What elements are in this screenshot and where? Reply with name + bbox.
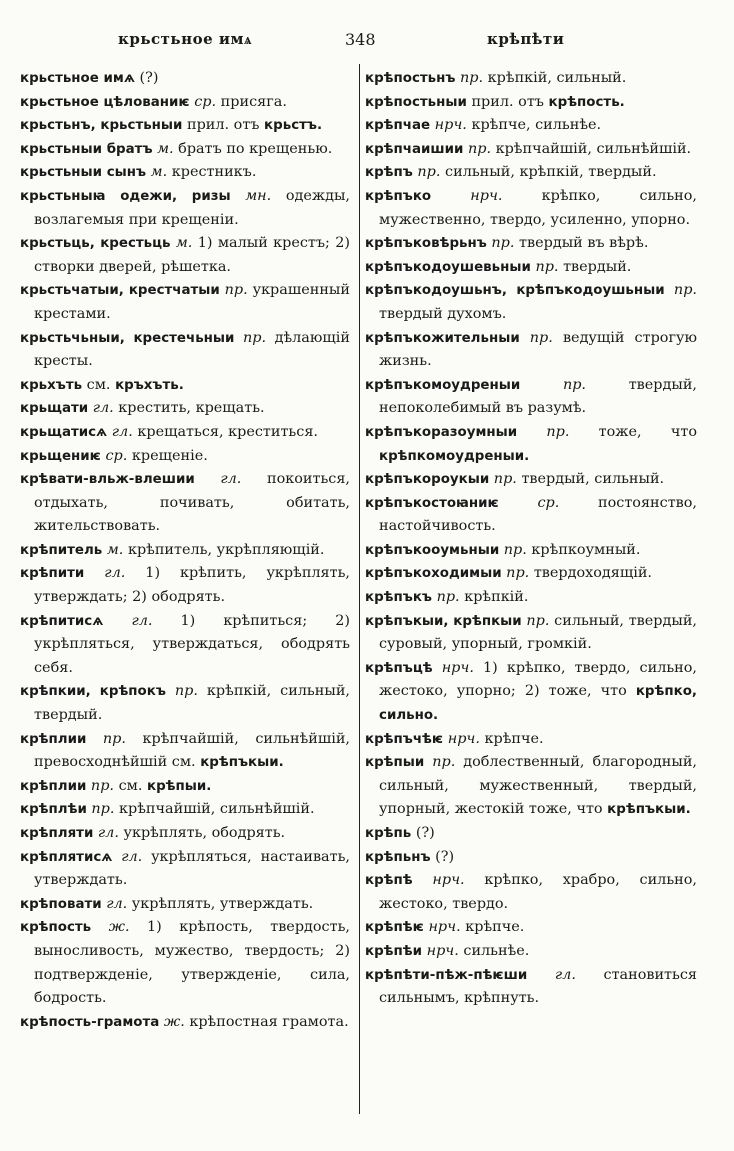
entry-headword: крѣплятисѧ [20,849,113,865]
dictionary-entry [365,964,697,1011]
entry-definition: (?) [430,848,455,865]
entry-definition: крѣпкій, сильный. [483,70,627,86]
dictionary-entry [365,256,697,280]
entry-definition: братъ по крещенью. [173,140,333,157]
dictionary-entry [365,728,697,752]
entry-headword: крьстьное имѧ [20,71,135,86]
entry-definition: твердоходящій. [529,565,653,582]
dictionary-entry [20,397,350,421]
entry-grammar-label: пр. [86,777,114,794]
left-column [20,67,350,1034]
entry-definition: прил. отъ [466,93,549,110]
entry-grammar-label: мн. [230,187,272,204]
entry-grammar-label: ср. [189,93,217,110]
dictionary-entry [20,232,350,279]
entry-headword: крѣпъкыи, крѣпкыи [365,613,522,629]
entry-grammar-label: ж. [159,1013,185,1030]
entry-grammar-label: пр. [501,565,530,582]
entry-headword: крьстьныи братъ [20,141,153,157]
entry-grammar-label: м. [146,164,168,181]
entry-grammar-label: пр. [519,329,553,346]
entry-definition: сильный, твердый, суровый, упорный, громкій. [379,612,697,653]
dictionary-entry [365,940,697,964]
entry-cross-reference: крѣпъкыи. [200,755,284,771]
entry-grammar-label: нрч. [423,919,461,936]
dictionary-entry [365,67,697,91]
entry-definition: 1) малый крестъ; 2) створки дверей, рѣшетка. [34,235,350,275]
dictionary-entry [20,680,350,727]
entry-grammar-label: ж. [91,919,130,936]
dictionary-entry [365,657,697,728]
entry-headword: крѣпъкодоушьнъ, крѣпъкодоушьныи [365,283,665,299]
entry-grammar-label: гл. [101,895,128,912]
dictionary-entry [20,421,350,445]
entry-headword: крѣплии [20,778,87,794]
entry-grammar-label: пр. [86,801,115,818]
entry-definition: сильнѣе. [458,942,530,959]
entry-headword: крѣпь [365,826,412,841]
dictionary-entry [365,114,697,138]
entry-definition: украшенный крестами. [34,282,350,322]
dictionary-entry [20,279,350,326]
dictionary-entry [365,822,697,846]
entry-headword: крьщати [20,401,89,417]
entry-definition: укрѣпляться, настаивать, утверждать. [34,848,350,889]
right-column [365,67,697,1011]
dictionary-entry [365,421,697,468]
entry-definition: тоже, что [569,423,697,440]
entry-headword: крьстьныи сынъ [20,165,147,181]
dictionary-entry [365,751,697,822]
entry-grammar-label: пр. [463,140,492,157]
entry-definition: прил. отъ [182,117,265,134]
dictionary-entry [20,114,350,138]
entry-grammar-label: гл. [84,565,126,582]
entry-definition: крещаться, креститься. [132,423,318,440]
entry-headword: крѣпъкороукыи [365,472,490,488]
entry-grammar-label: пр. [165,683,198,700]
entry-grammar-label: пр. [517,423,570,440]
entry-definition: постоянство, настойчивость. [379,494,697,535]
dictionary-entry [365,492,697,539]
entry-definition: крестить, крещать. [113,400,265,417]
dictionary-entry [365,327,697,374]
entry-grammar-label: гл. [88,400,114,417]
entry-headword: крѣпъкооумьныи [365,542,500,558]
dictionary-entry [365,185,697,232]
entry-headword: крьстьныꙗ одежи, ризы [20,188,231,204]
entry-definition: крѣпче, сильнѣе. [466,117,602,134]
entry-headword: крьстьное цѣлованиѥ [20,94,190,110]
dictionary-entry [365,374,697,421]
entry-definition: покоиться, отдыхать, почивать, обитать, жительствовать. [34,471,350,535]
entry-definition: дѣлающій кресты. [34,329,350,370]
entry-headword: крѣпѣи [365,943,423,959]
entry-headword: крѣпость [20,920,92,936]
entry-definition: укрѣплять, ободрять. [118,825,286,841]
entry-headword: крѣпъкодоушевьныи [365,259,531,275]
entry-headword: крѣпостьныи [365,94,467,110]
entry-definition: ведущій строгую жизнь. [379,329,697,370]
entry-grammar-label: пр. [86,730,126,747]
entry-definition: см. [114,777,147,794]
entry-definition: твердый, непоколебимый въ разумѣ. [379,376,697,417]
dictionary-entry [365,846,697,870]
entry-grammar-label: ср. [498,494,560,511]
dictionary-entry [20,374,350,398]
entry-headword: крѣпъ [365,165,413,181]
entry-grammar-label: гл. [93,825,119,841]
page-number: 348 [345,30,376,49]
entry-grammar-label: пр. [424,754,456,771]
dictionary-entry [20,91,350,115]
entry-definition: присяга. [216,93,287,110]
entry-grammar-label: пр. [489,471,517,488]
dictionary-entry [20,161,350,185]
entry-definition: 1) крѣпость, твердость, выносливость, мужество, твердость; 2) подтвержденіе, утвержденіе, сила, бодрость. [34,919,350,1007]
entry-definition: твердый, сильный. [516,471,665,488]
dictionary-entry [365,232,697,256]
column-divider [359,64,360,1114]
dictionary-entry [365,869,697,916]
entry-definition: крѣпкоумный. [526,541,641,558]
entry-definition: крѣпкій, сильный, твердый. [34,683,350,724]
entry-headword: крѣпляти [20,826,94,841]
entry-headword: крѣпъковѣрьнъ [365,236,487,252]
dictionary-entry [20,728,350,775]
entry-definition: 1) крѣпить, укрѣплять, утверждать; 2) ободрять. [34,565,350,606]
entry-grammar-label: нрч. [443,730,480,747]
entry-definition: крѣпчайшій, сильнѣйшій, превосходнѣйшій см. [34,730,350,771]
dictionary-entry [20,327,350,374]
entry-definition: твердый духомъ. [379,305,507,322]
entry-headword: крьщатисѧ [20,424,108,440]
entry-definition: твердый. [558,258,632,275]
dictionary-entry [20,775,350,799]
entry-grammar-label: гл. [194,471,242,488]
entry-definition: становиться сильнымъ, крѣпнуть. [379,966,697,1007]
entry-headword: крѣповати [20,896,102,912]
dictionary-entry [20,893,350,917]
entry-definition: крѣпитель, укрѣпляющій. [123,541,325,558]
entry-headword: крѣпъкоразоумныи [365,424,518,440]
entry-grammar-label: пр. [521,612,550,629]
entry-grammar-label: пр. [486,235,515,252]
entry-headword: крьстьчатыи, крестчатыи [20,283,220,299]
entry-headword: крѣпъкостоꙗниѥ [365,495,499,511]
entry-grammar-label: нрч. [432,659,474,676]
entry-definition: крещеніе. [127,447,208,464]
entry-headword: крѣпъкожительныи [365,330,520,346]
entry-grammar-label: нрч. [431,187,503,204]
entry-definition: (?) [411,825,435,841]
entry-definition: крѣпчайшій, сильнѣйшій. [491,140,692,157]
entry-cross-reference: крѣпость. [548,94,625,110]
dictionary-entry [20,610,350,681]
entry-headword: крьхъть [20,377,83,393]
entry-definition: твердый въ вѣрѣ. [514,235,649,252]
entry-definition: крѣпостная грамота. [184,1013,349,1030]
entry-definition: 1) крѣпко, твердо, сильно, жестоко, упорно; 2) тоже, что [379,659,698,700]
page-header [0,30,734,54]
entry-definition: доблественный, благородный, сильный, мужественный, твердый, упорный, жестокій тоже, что [379,754,697,818]
entry-cross-reference: крьстъ. [264,118,323,134]
entry-headword: крѣпѣти-пѣж-пѣѥши [365,967,528,983]
entry-grammar-label: пр. [664,282,697,299]
entry-headword: крѣпчаишии [365,141,464,157]
entry-headword: крѣвати-вльж-влешии [20,472,195,488]
entry-headword: крѣплѣи [20,802,87,818]
dictionary-entry [365,161,697,185]
entry-cross-reference: крѣпъкыи. [607,802,691,818]
entry-grammar-label: гл. [527,966,576,983]
dictionary-entry [20,445,350,469]
entry-headword: крѣпостьнъ [365,71,456,86]
entry-headword: крѣпкии, крѣпокъ [20,684,166,700]
dictionary-entry [20,468,350,539]
entry-cross-reference: кръхъть. [115,377,184,393]
entry-grammar-label: пр. [530,258,559,275]
entry-grammar-label: пр. [520,376,586,393]
dictionary-entry [20,846,350,893]
dictionary-entry [20,1011,350,1035]
dictionary-entry [365,91,697,115]
entry-definition: крѣпче. [460,919,525,936]
dictionary-entry [20,822,350,846]
entry-headword: крѣплии [20,731,87,747]
running-head-left: крьстьное имѧ [118,30,253,48]
dictionary-entry [365,138,697,162]
entry-headword: крьстьчьныи, крестечьныи [20,330,235,346]
entry-headword: крѣпъцѣ [365,660,433,676]
entry-headword: крѣпѣ [365,873,413,889]
dictionary-entry [365,539,697,563]
entry-headword: крѣпъко [365,188,432,204]
entry-definition: крѣпко, храбро, сильно, жестоко, твердо. [379,872,697,912]
entry-definition: укрѣплять, утверждать. [127,895,314,912]
dictionary-entry [20,67,350,91]
entry-headword: крѣпъкомоудреныи [365,377,521,393]
dictionary-entry [20,185,350,232]
dictionary-entry [20,539,350,563]
entry-headword: крьщениѥ [20,448,101,464]
dictionary-entry [20,798,350,822]
dictionary-entry [365,468,697,492]
dictionary-entry [365,610,697,657]
entry-grammar-label: нрч. [422,942,459,959]
dictionary-entry [365,562,697,586]
entry-headword: крѣпъкоходимыи [365,566,502,582]
dictionary-entry [365,916,697,940]
entry-definition: одежды, возлагемыя при крещеніи. [34,187,351,228]
entry-definition: (?) [134,70,159,86]
entry-grammar-label: м. [170,235,193,252]
entry-grammar-label: пр. [234,329,267,346]
entry-grammar-label: м. [102,541,124,558]
entry-cross-reference: крѣпыи. [146,778,212,794]
entry-headword: крѣпъчѣѥ [365,731,444,747]
entry-grammar-label: нрч. [412,872,465,889]
entry-headword: крѣпѣѥ [365,920,424,936]
dictionary-entry [20,138,350,162]
entry-headword: крьстьць, крестьць [20,236,171,252]
entry-definition: крѣпкій. [459,589,529,606]
entry-grammar-label: гл. [112,848,143,865]
entry-grammar-label: нрч. [430,117,467,134]
entry-headword: крѣпчае [365,118,431,134]
entry-grammar-label: пр. [499,541,527,558]
entry-headword: крѣпити [20,566,85,582]
entry-headword: крѣпъкъ [365,590,432,606]
entry-headword: крѣпитель [20,542,103,558]
dictionary-entry [20,562,350,609]
entry-grammar-label: пр. [219,282,248,299]
entry-definition: крѣпко, сильно, мужественно, твердо, усиленно, упорно. [379,187,697,228]
entry-headword: крѣпость-грамота [20,1014,160,1030]
entry-headword: крѣпыи [365,755,425,771]
entry-definition: крѣпчайшій, сильнѣйшій. [114,801,315,818]
entry-headword: крѣпьнъ [365,849,431,865]
entry-grammar-label: гл. [107,423,133,440]
entry-grammar-label: м. [152,140,174,157]
entry-grammar-label: ср. [100,447,128,464]
entry-definition: 1) крѣпиться; 2) укрѣпляться, утверждаться, ободрять себя. [34,612,350,676]
dictionary-entry [365,586,697,610]
dictionary-entry [365,279,697,326]
dictionary-entry [20,916,350,1010]
running-head-right: крѣпѣти [487,30,565,48]
entry-grammar-label: пр. [455,70,484,86]
entry-cross-reference: крѣпко, сильно. [379,684,697,724]
entry-definition: крестникъ. [167,164,257,181]
entry-grammar-label: гл. [103,612,153,629]
entry-headword: крьстьнъ, крьстьныи [20,118,183,134]
entry-grammar-label: пр. [412,164,441,181]
entry-grammar-label: пр. [432,589,460,606]
entry-headword: крѣпитисѧ [20,613,104,629]
entry-definition: см. [82,376,116,393]
entry-definition: крѣпче. [479,730,544,747]
entry-cross-reference: крѣпкомоудреныи. [379,448,530,464]
entry-definition: сильный, крѣпкій, твердый. [440,164,657,181]
